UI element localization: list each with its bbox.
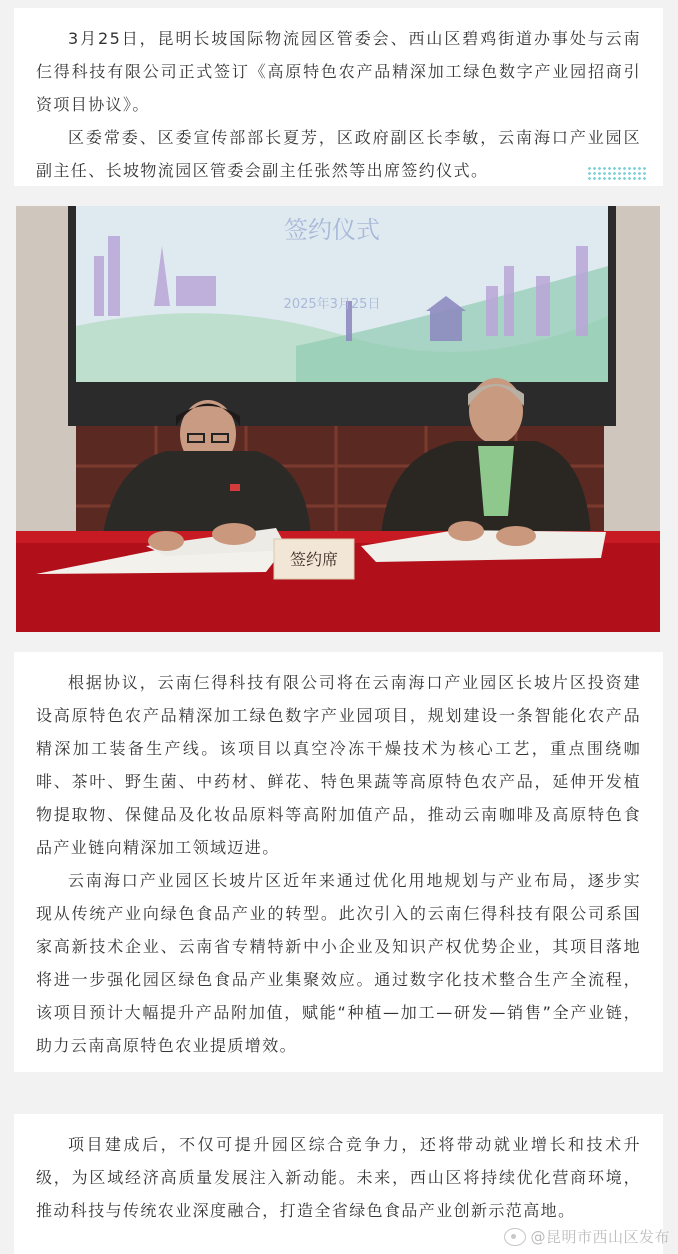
banner-title: 签约仪式 [284, 216, 380, 244]
body-paragraph-2: 云南海口产业园区长坡片区近年来通过优化用地规划与产业布局，逐步实现从传统产业向绿色食品产业的转型。此次引入的云南仨得科技有限公司系国家高新技术企业、云南省专精特新中小企业及知识产权优势企业，其项目落地将进一步强化园区绿色食品产业集聚效应。通过数字化技术整合生产全流程，该项目预计大幅提升产品附加值，赋能“种植—加工—研发—销售”全产业链，助力云南高原特色农业提质增效。 [36, 871, 641, 1055]
watermark-text: @昆明市西山区发布 [530, 1228, 670, 1246]
table-sign: 签约席 [289, 550, 339, 569]
signing-ceremony-photo [16, 206, 660, 632]
source-watermark [504, 1226, 670, 1247]
banner-date: 2025年3月25日 [283, 297, 381, 312]
outro-paragraph-1: 项目建成后，不仅可提升园区综合竞争力，还将带动就业增长和技术升级，为区域经济高质量发展注入新动能。未来，西山区将持续优化营商环境，推动科技与传统农业深度融合，打造全省绿色食品产业创新示范高地。 [36, 1135, 641, 1220]
intro-paragraph-2: 区委常委、区委宣传部部长夏芳，区政府副区长李敏，云南海口产业园区副主任、长坡物流园区管委会副主任张然等出席签约仪式。 [36, 128, 641, 180]
weibo-icon [504, 1228, 526, 1246]
intro-paragraph-1: 3月25日，昆明长坡国际物流园区管委会、西山区碧鸡街道办事处与云南仨得科技有限公司正式签订《高原特色农产品精深加工绿色数字产业园招商引资项目协议》。 [36, 29, 641, 114]
decorative-dots-icon [587, 166, 647, 180]
intro-card [14, 8, 663, 186]
body-card [14, 652, 663, 1072]
body-paragraph-1: 根据协议，云南仨得科技有限公司将在云南海口产业园区长坡片区投资建设高原特色农产品精深加工绿色数字产业园项目，规划建设一条智能化农产品精深加工装备生产线。该项目以真空冷冻干燥技术为核心工艺，重点围绕咖啡、茶叶、野生菌、中药材、鲜花、特色果蔬等高原特色农产品，延伸开发植物提取物、保健品及化妆品原料等高附加值产品，推动云南咖啡及高原特色食品产业链向精深加工领域迈进。 [36, 673, 641, 857]
